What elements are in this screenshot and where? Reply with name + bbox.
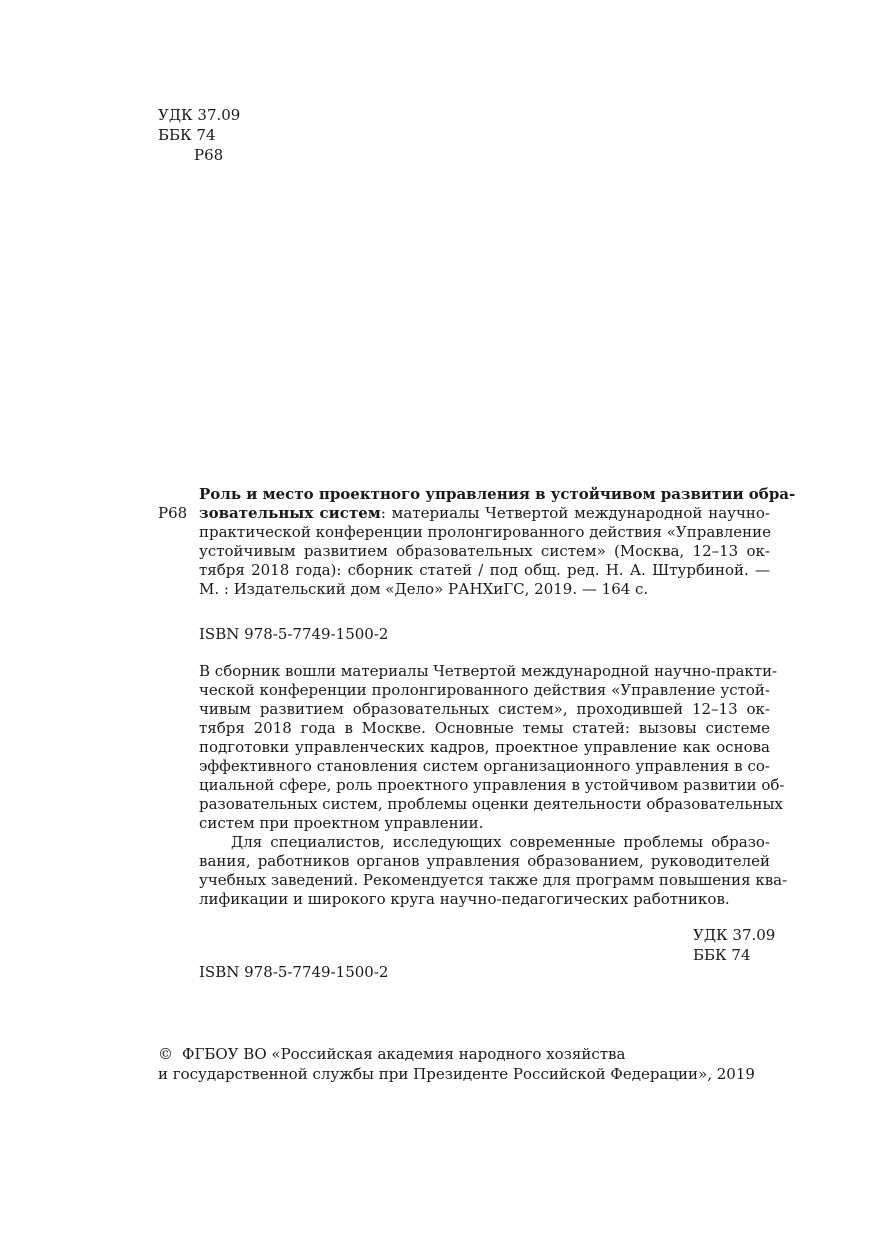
copyright-line-2: и государственной службы при Президенте Российской Федерации», 2019	[158, 1065, 755, 1083]
udk-code-top: УДК 37.09	[158, 106, 241, 124]
isbn-top: ISBN 978-5-7749-1500-2	[199, 625, 389, 643]
entry-line-6: М. : Издательский дом «Дело» РАНХиГС, 2019. — 164 с.	[199, 580, 649, 598]
annotation-p2-line: Для специалистов, исследующих современные проблемы образо-	[231, 833, 770, 851]
annotation-p1-line: разовательных систем, проблемы оценки деятельности образовательных	[199, 795, 783, 813]
entry-line-2	[199, 504, 770, 523]
copyright-holder: ФГБОУ ВО «Российская академия народного хозяйства	[182, 1045, 626, 1063]
entry-line-2-rest: : материалы Четвертой международной научно-	[380, 504, 770, 522]
bbk-code-bottom: ББК 74	[693, 946, 751, 964]
entry-line-5: тября 2018 года): сборник статей / под общ. ред. Н. А. Штурбиной. —	[199, 561, 770, 579]
entry-line-3: практической конференции пролонгированного действия «Управление	[199, 523, 771, 541]
udk-code-bottom: УДК 37.09	[693, 926, 776, 944]
copyright-line-1	[158, 1044, 755, 1064]
entry-title-line-1: Роль и место проектного управления в устойчивом развитии обра-	[199, 485, 796, 503]
annotation-p1-line: систем при проектном управлении.	[199, 814, 484, 832]
annotation-p1-line: В сборник вошли материалы Четвертой международной научно-практи-	[199, 662, 778, 680]
copyright-sign: ©	[158, 1045, 173, 1063]
annotation-p1-line: подготовки управленческих кадров, проектное управление как основа	[199, 738, 770, 756]
bbk-code-top: ББК 74	[158, 126, 216, 144]
annotation-p1-line: циальной сфере, роль проектного управления в устойчивом развитии об-	[199, 776, 785, 794]
author-mark-top: Р68	[194, 146, 224, 164]
annotation-p1-line: тября 2018 года в Москве. Основные темы статей: вызовы системе	[199, 719, 770, 737]
author-mark: Р68	[158, 504, 188, 522]
annotation	[199, 662, 788, 909]
annotation-p1-line: ческой конференции пролонгированного действия «Управление устой-	[199, 681, 770, 699]
annotation-p2-line: лификации и широкого круга научно-педагогических работников.	[199, 890, 730, 908]
annotation-p1-line: чивым развитием образовательных систем», проходившей 12–13 ок-	[199, 700, 770, 718]
annotation-p1-line: эффективного становления систем организационного управления в со-	[199, 757, 770, 775]
classification-top	[158, 105, 240, 165]
entry-line-4: устойчивым развитием образовательных систем» (Москва, 12–13 ок-	[199, 542, 770, 560]
bibliographic-entry	[199, 485, 796, 599]
annotation-p2-line: вания, работников органов управления образованием, руководителей	[199, 852, 770, 870]
classification-bottom	[693, 925, 775, 965]
copyright	[158, 1044, 755, 1084]
annotation-p2-line: учебных заведений. Рекомендуется также для программ повышения ква-	[199, 871, 788, 889]
entry-title-line-2: зовательных систем	[199, 504, 381, 522]
isbn-bottom: ISBN 978-5-7749-1500-2	[199, 963, 389, 981]
